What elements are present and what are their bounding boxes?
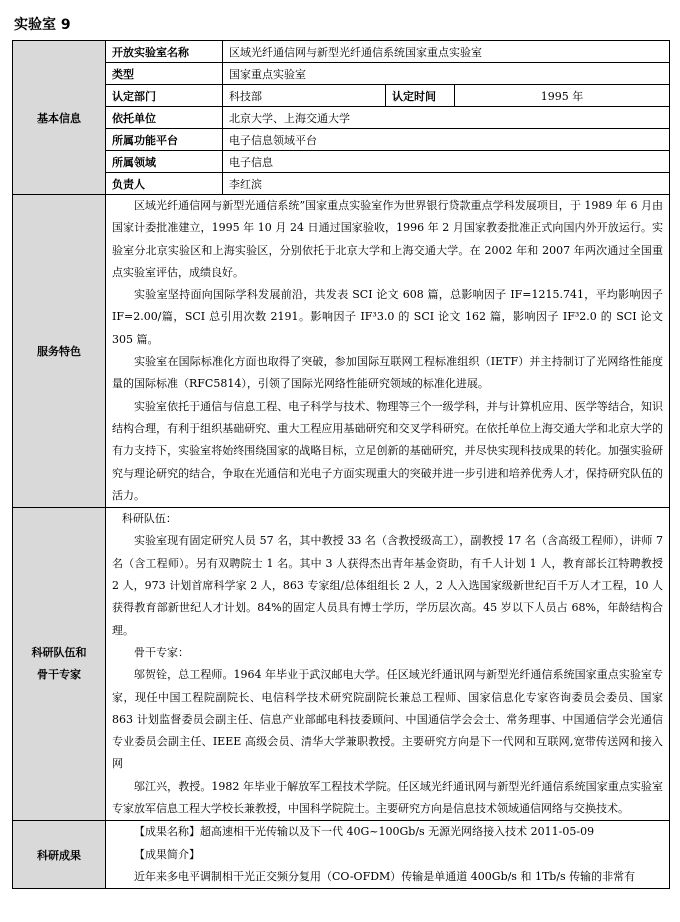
label-leader: 负责人 bbox=[106, 173, 223, 195]
row-type bbox=[13, 63, 670, 85]
value-lab-name: 区域光纤通信网与新型光纤通信系统国家重点实验室 bbox=[223, 41, 670, 63]
value-department: 科技部 bbox=[223, 85, 386, 107]
value-host-unit: 北京大学、上海交通大学 bbox=[223, 107, 670, 129]
result-summary-text: 近年来多电平调制相干光正交频分复用（CO-OFDM）传输是单通道 400Gb/s 和 1Tb/s 传输的非常有 bbox=[134, 869, 636, 883]
team-content bbox=[106, 508, 670, 821]
value-platform: 电子信息领域平台 bbox=[223, 129, 670, 151]
results-content bbox=[106, 821, 670, 889]
page-title: 实验室 9 bbox=[14, 17, 71, 33]
label-department: 认定部门 bbox=[106, 85, 223, 107]
row-service bbox=[13, 195, 670, 508]
section-label-team bbox=[13, 508, 106, 821]
value-recognition-time: 1995 年 bbox=[455, 85, 670, 107]
label-lab-name: 开放实验室名称 bbox=[106, 41, 223, 63]
value-leader: 李红滨 bbox=[223, 173, 670, 195]
expert-bio: 邬贺铨，总工程师。1964 年毕业于武汉邮电大学。任区域光纤通讯网与新型光纤通信系统国家重点实验室专家，现任中国工程院副院长、电信科学技术研究院副院长兼总工程师、国家信息化专家咨询委员会委员、国家 863 计划监督委员会副主任、信息产业部邮电科技委顾问、中国通信学会会士、常务理事、中国通信学会光通信专业委员会副主任、IEEE 高级会员、清华大学兼职教授。主要研究方向是下一代网和互联网,宽带传送网和接入网 bbox=[112, 668, 664, 771]
service-paragraph: 实验室在国际标准化方面也取得了突破，参加国际互联网工程标准组织（IETF）并主持制订了光网络性能度量的国际标准（RFC5814），引领了国际光网络性能研究领域的标准化进展。 bbox=[112, 355, 664, 391]
row-field bbox=[13, 151, 670, 173]
value-field: 电子信息 bbox=[223, 151, 670, 173]
row-leader bbox=[13, 173, 670, 195]
label-recognition-time: 认定时间 bbox=[386, 85, 455, 107]
row-lab-name bbox=[13, 41, 670, 63]
label-host-unit: 依托单位 bbox=[106, 107, 223, 129]
section-label-team-line2: 骨干专家 bbox=[37, 668, 81, 682]
team-heading: 科研队伍： bbox=[121, 512, 177, 526]
section-label-basic: 基本信息 bbox=[13, 41, 106, 195]
row-host-unit bbox=[13, 107, 670, 129]
section-label-team-line1: 科研队伍和 bbox=[31, 646, 87, 660]
expert-heading: 骨干专家： bbox=[134, 645, 189, 659]
value-type: 国家重点实验室 bbox=[223, 63, 670, 85]
section-label-service: 服务特色 bbox=[13, 195, 106, 508]
service-content bbox=[106, 195, 670, 508]
result-summary-heading: 【成果简介】 bbox=[134, 847, 200, 861]
section-label-results: 科研成果 bbox=[13, 821, 106, 889]
row-platform bbox=[13, 129, 670, 151]
row-department bbox=[13, 85, 670, 107]
team-text: 实验室现有固定研究人员 57 名，其中教授 33 名（含教授级高工），副教授 17 名（含高级工程师），讲师 7 名（含工程师）。另有双聘院士 1 名。其中 3 人获得杰出青年基金资助，有千人计划 1 人，教育部长江特聘教授 2 人，973 计划首席科学家 2 人，863 专家组/总体组组长 2 人，2 人入选国家级新世纪百千万人才工程，10 人获得教育部新世纪人才计划。84%的固定人员具有博士学历，学历层次高。45 岁以下人员占 68%，年龄结构合理。 bbox=[112, 534, 664, 637]
row-team bbox=[13, 508, 670, 821]
lab-info-table bbox=[12, 40, 670, 889]
service-paragraph: 实验室依托于通信与信息工程、电子科学与技术、物理等三个一级学科，并与计算机应用、医学等结合，知识结构合理，有利于组织基础研究、重大工程应用基础研究和交叉学科研究。在依托单位上海交通大学和北京大学的有力支持下，实验室将始终围绕国家的战略目标，立足创新的基础研究，并尽快实现科技成果的转化。加强实验研究与理论研究的结合，争取在光通信和光电子方面实现重大的突破并进一步引进和培养优秀人才，保持研究队伍的活力。 bbox=[112, 399, 664, 502]
label-platform: 所属功能平台 bbox=[106, 129, 223, 151]
label-field: 所属领域 bbox=[106, 151, 223, 173]
label-type: 类型 bbox=[106, 63, 223, 85]
row-results bbox=[13, 821, 670, 889]
expert-bio: 邬江兴，教授。1982 年毕业于解放军工程技术学院。任区域光纤通讯网与新型光纤通信系统国家重点实验室专家放军信息工程大学校长兼教授，中国科学院院士。主要研究方向是信息技术领域通信网络与交换技术。 bbox=[112, 779, 664, 816]
result-name: 【成果名称】超高速相干光传输以及下一代 40G~100Gb/s 无源光网络接入技术 2011-05-09 bbox=[134, 825, 595, 839]
service-paragraph: 实验室坚持面向国际学科发展前沿，共发表 SCI 论文 608 篇，总影响因子 IF=1215.741，平均影响因子 IF=2.00/篇，SCI 总引用次数 2191。影响因子 IF³3.0 的 SCI 论文 162 篇，影响因子 IF³2.0 的 SCI 论文 305 篇。 bbox=[112, 288, 664, 346]
service-paragraph: 区域光纤通信网与新型光通信系统”国家重点实验室作为世界银行贷款重点学科发展项目，于 1989 年 6 月由国家计委批准建立，1995 年 10 月 24 日通过国家验收，1996 年 2 月国家教委批准正式向国内外开放运行。实验室分北京实验区和上海实验区，分别依托于北京大学和上海交通大学。在 2002 年和 2007 年两次通过全国重点实验室评估，成绩良好。 bbox=[112, 199, 664, 279]
